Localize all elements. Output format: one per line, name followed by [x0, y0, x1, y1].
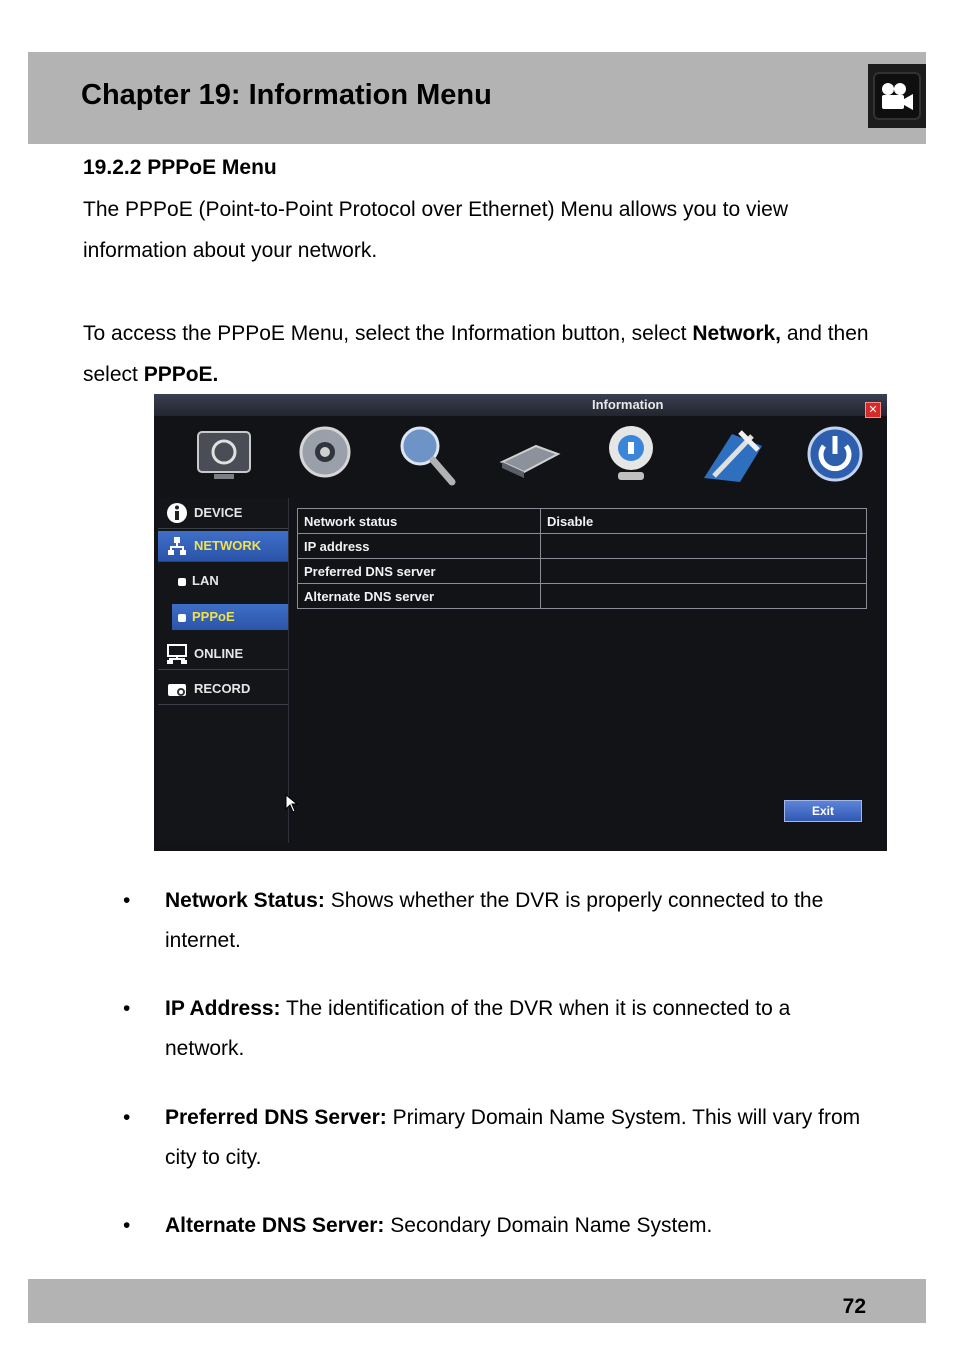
sidebar-label-network: NETWORK [194, 538, 262, 553]
bullet-term: Alternate DNS Server: [165, 1214, 385, 1237]
pppoe-info-table [297, 508, 867, 609]
bullet-dot [178, 578, 186, 586]
bullet-dot: • [123, 1106, 131, 1129]
magnifier-icon[interactable] [394, 422, 460, 488]
sidebar-item-online[interactable] [158, 639, 288, 670]
mouse-cursor-icon [285, 794, 299, 814]
sidebar-label-pppoe: PPPoE [192, 609, 235, 624]
sidebar-label-device: DEVICE [194, 505, 243, 520]
power-icon[interactable] [802, 422, 868, 488]
bullet-dot: • [123, 1214, 131, 1237]
access-paragraph [83, 313, 883, 395]
camera-info-icon[interactable] [598, 422, 664, 488]
sidebar-item-network[interactable] [158, 531, 288, 562]
access-text-mid: and then select [83, 322, 869, 386]
table-key: Alternate DNS server [298, 584, 541, 609]
bullet-term: IP Address: [165, 997, 281, 1020]
table-value: Disable [541, 509, 867, 534]
table-value [541, 584, 867, 609]
record-drive-icon [166, 678, 188, 700]
chapter-title: Chapter 19: Information Menu [81, 79, 492, 111]
table-key: Network status [298, 509, 541, 534]
sidebar-label-lan: LAN [192, 573, 219, 588]
access-network-bold: Network, [692, 322, 782, 345]
sidebar-item-pppoe[interactable] [172, 604, 288, 630]
table-row [298, 584, 867, 609]
dvr-screenshot [154, 394, 887, 851]
bullet-dot: • [123, 997, 131, 1020]
tools-icon[interactable] [700, 422, 766, 488]
bullet-text [165, 1206, 875, 1246]
chapter-header [28, 52, 926, 144]
page-number: 72 [842, 1295, 866, 1318]
sidebar [158, 498, 289, 843]
page-footer [28, 1279, 926, 1323]
sidebar-item-record[interactable] [158, 674, 288, 705]
window-title: Information [592, 397, 664, 412]
intro-paragraph: The PPPoE (Point-to-Point Protocol over Ethernet) Menu allows you to view information about your network. [83, 198, 788, 262]
exit-button[interactable]: Exit [784, 800, 862, 822]
bullet-dot: • [123, 889, 131, 912]
video-camera-icon [868, 64, 926, 128]
sidebar-label-record: RECORD [194, 681, 251, 696]
bullet-dot [178, 614, 186, 622]
display-settings-icon[interactable] [192, 422, 258, 488]
table-row [298, 509, 867, 534]
bullet-desc: Shows whether the DVR is properly connected to the internet. [165, 889, 824, 952]
close-icon[interactable]: ✕ [865, 402, 881, 418]
bullet-term: Network Status: [165, 889, 325, 912]
sidebar-label-online: ONLINE [194, 646, 244, 661]
table-key: Preferred DNS server [298, 559, 541, 584]
toolbar [174, 422, 874, 488]
bullet-text [165, 1098, 875, 1178]
bullet-term: Preferred DNS Server: [165, 1106, 387, 1129]
section-heading: 19.2.2 PPPoE Menu [83, 156, 277, 179]
bullet-desc: The identification of the DVR when it is connected to a network. [165, 997, 791, 1060]
bullet-text [165, 989, 875, 1069]
table-key: IP address [298, 534, 541, 559]
info-icon [166, 502, 188, 524]
table-row [298, 559, 867, 584]
table-value [541, 534, 867, 559]
window-titlebar [154, 394, 887, 416]
access-pppoe-bold: PPPoE. [143, 363, 219, 386]
sidebar-item-lan[interactable] [172, 568, 288, 594]
bullet-text [165, 881, 875, 961]
sidebar-item-device[interactable] [158, 498, 288, 529]
access-text-pre: To access the PPPoE Menu, select the Information button, select [83, 322, 693, 345]
table-row [298, 534, 867, 559]
network-icon [166, 535, 188, 557]
table-value [541, 559, 867, 584]
hard-drive-icon[interactable] [496, 422, 562, 488]
bullet-desc: Secondary Domain Name System. [384, 1214, 713, 1237]
gear-icon[interactable] [292, 422, 358, 488]
bullet-desc: Primary Domain Name System. This will vary from city to city. [165, 1106, 861, 1169]
monitor-network-icon [166, 643, 188, 665]
